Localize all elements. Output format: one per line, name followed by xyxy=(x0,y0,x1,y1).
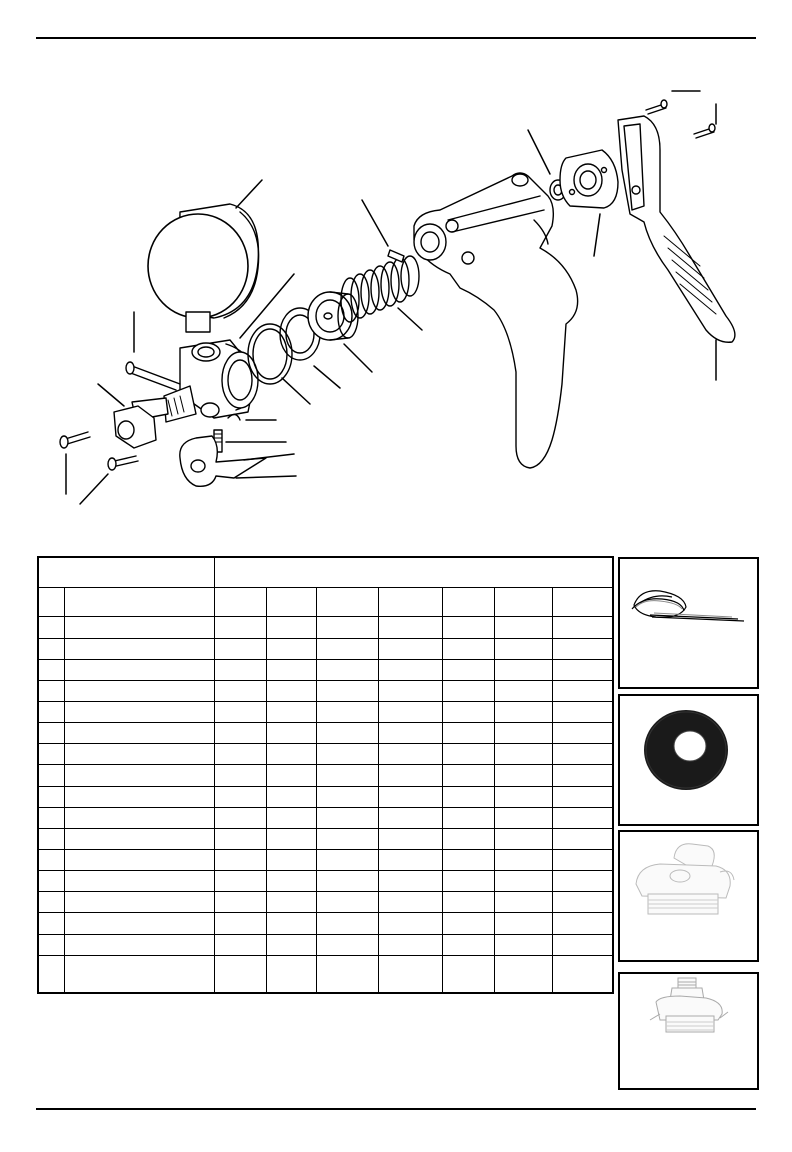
table-cell xyxy=(64,680,214,701)
table-cell xyxy=(494,701,552,722)
table-cell xyxy=(64,955,214,993)
table-cell xyxy=(38,638,64,659)
table-cell xyxy=(378,744,442,765)
table-cell xyxy=(442,892,494,913)
table-cell xyxy=(38,680,64,701)
table-cell xyxy=(494,849,552,870)
table-cell xyxy=(378,786,442,807)
table-cell xyxy=(494,723,552,744)
table-row xyxy=(38,680,613,701)
table-cell xyxy=(378,638,442,659)
table-cell xyxy=(64,659,214,680)
table-cell xyxy=(442,638,494,659)
table-row xyxy=(38,638,613,659)
end-cap-icon xyxy=(560,150,618,208)
table-cell xyxy=(316,934,378,955)
table-cell xyxy=(494,807,552,828)
table-cell xyxy=(442,786,494,807)
table-cell xyxy=(38,849,64,870)
table-cell xyxy=(38,807,64,828)
table-cell xyxy=(64,871,214,892)
table-row xyxy=(38,934,613,955)
table-cell xyxy=(214,638,266,659)
table-row xyxy=(38,828,613,849)
table-cell xyxy=(316,617,378,638)
lever-icon xyxy=(618,116,735,342)
pressure-gauge-icon xyxy=(148,204,259,332)
table-cell xyxy=(266,659,316,680)
table-row xyxy=(38,807,613,828)
table-cell xyxy=(266,765,316,786)
table-cell xyxy=(64,723,214,744)
table-cell xyxy=(266,617,316,638)
table-cell xyxy=(38,765,64,786)
table-cell xyxy=(214,744,266,765)
table-cell xyxy=(442,617,494,638)
table-cell xyxy=(442,849,494,870)
table-cell xyxy=(316,892,378,913)
table-row xyxy=(38,892,613,913)
exploded-parts-diagram xyxy=(0,40,792,560)
table-cell xyxy=(266,871,316,892)
table-cell xyxy=(64,807,214,828)
table-cell xyxy=(316,723,378,744)
table-cell xyxy=(38,955,64,993)
table-cell xyxy=(442,723,494,744)
table-cell xyxy=(38,659,64,680)
table-cell xyxy=(552,723,613,744)
rubber-washer-icon xyxy=(620,696,757,824)
table-cell xyxy=(64,588,214,617)
table-row xyxy=(38,701,613,722)
table-row xyxy=(38,744,613,765)
table-cell xyxy=(64,828,214,849)
table-cell xyxy=(552,744,613,765)
table-cell xyxy=(442,807,494,828)
table-row xyxy=(38,955,613,993)
table-cell xyxy=(494,617,552,638)
table-cell xyxy=(494,828,552,849)
table-cell xyxy=(214,617,266,638)
table-cell xyxy=(442,659,494,680)
table-cell xyxy=(38,934,64,955)
table-cell xyxy=(552,849,613,870)
tubing-icon xyxy=(620,559,757,687)
table-cell xyxy=(38,892,64,913)
table-cell xyxy=(378,807,442,828)
table-cell xyxy=(442,828,494,849)
table-cell xyxy=(214,701,266,722)
table-cell xyxy=(494,744,552,765)
table-cell xyxy=(316,765,378,786)
table-cell xyxy=(316,871,378,892)
table-cell xyxy=(442,955,494,993)
table-row xyxy=(38,617,613,638)
table-cell xyxy=(552,701,613,722)
table-cell xyxy=(64,786,214,807)
table-cell xyxy=(64,934,214,955)
table-cell xyxy=(38,701,64,722)
table-cell xyxy=(214,786,266,807)
table-cell xyxy=(214,765,266,786)
table-cell xyxy=(552,680,613,701)
table-cell xyxy=(442,934,494,955)
table-cell xyxy=(316,659,378,680)
table-cell xyxy=(552,913,613,934)
side-image-rubber-washer xyxy=(618,694,759,826)
table-cell xyxy=(266,807,316,828)
table-cell xyxy=(214,723,266,744)
table-cell xyxy=(214,849,266,870)
table-cell xyxy=(494,638,552,659)
table-cell xyxy=(214,955,266,993)
table-row xyxy=(38,723,613,744)
table-cell xyxy=(214,588,266,617)
table-cell xyxy=(552,934,613,955)
table-cell xyxy=(378,871,442,892)
table-cell xyxy=(378,680,442,701)
table-cell xyxy=(266,913,316,934)
table-row xyxy=(38,659,613,680)
side-image-fill-cap-adapter xyxy=(618,830,759,962)
table-cell xyxy=(266,638,316,659)
table-cell xyxy=(214,828,266,849)
table-cell xyxy=(552,659,613,680)
side-image-valve-cap xyxy=(618,972,759,1090)
table-cell xyxy=(316,638,378,659)
table-cell xyxy=(494,871,552,892)
valve-cap-icon xyxy=(620,974,757,1088)
table-cell xyxy=(494,786,552,807)
table-cell xyxy=(38,744,64,765)
bracket-icon xyxy=(180,436,266,486)
table-cell xyxy=(494,892,552,913)
table-cell xyxy=(266,680,316,701)
table-cell xyxy=(64,849,214,870)
table-subheader-row xyxy=(38,588,613,617)
table-cell xyxy=(266,934,316,955)
fill-cap-adapter-icon xyxy=(620,832,757,960)
table-cell xyxy=(38,913,64,934)
table-cell xyxy=(378,659,442,680)
table-cell xyxy=(266,723,316,744)
table-cell xyxy=(38,871,64,892)
table-header-models-cell xyxy=(214,557,613,588)
table-cell xyxy=(378,701,442,722)
table-cell xyxy=(494,680,552,701)
table-cell xyxy=(38,828,64,849)
table-cell xyxy=(266,744,316,765)
table-cell xyxy=(316,588,378,617)
table-cell xyxy=(442,765,494,786)
table-cell xyxy=(552,765,613,786)
table-cell xyxy=(316,955,378,993)
table-cell xyxy=(442,588,494,617)
table-cell xyxy=(442,744,494,765)
table-cell xyxy=(552,955,613,993)
table-header-row xyxy=(38,557,613,588)
table-row xyxy=(38,849,613,870)
table-cell xyxy=(316,744,378,765)
table-cell xyxy=(64,617,214,638)
table-cell xyxy=(214,680,266,701)
spring-icon xyxy=(341,256,419,322)
table-cell xyxy=(378,934,442,955)
table-cell xyxy=(378,955,442,993)
table-cell xyxy=(494,588,552,617)
table-cell xyxy=(266,849,316,870)
schrader-valve-icon xyxy=(214,414,240,452)
table-cell xyxy=(552,786,613,807)
table-cell xyxy=(214,913,266,934)
table-cell xyxy=(214,659,266,680)
side-image-tubing xyxy=(618,557,759,689)
table-cell xyxy=(266,892,316,913)
table-cell xyxy=(316,913,378,934)
table-cell xyxy=(64,892,214,913)
pump-body-icon xyxy=(414,173,578,468)
table-cell xyxy=(316,807,378,828)
table-cell xyxy=(552,828,613,849)
table-cell xyxy=(552,588,613,617)
table-cell xyxy=(378,588,442,617)
table-cell xyxy=(266,786,316,807)
table-cell xyxy=(64,765,214,786)
table-cell xyxy=(64,701,214,722)
table-cell xyxy=(38,588,64,617)
table-cell xyxy=(266,588,316,617)
table-cell xyxy=(38,786,64,807)
table-cell xyxy=(552,807,613,828)
table-header-part-cell xyxy=(38,557,214,588)
table-cell xyxy=(214,892,266,913)
table-cell xyxy=(316,849,378,870)
bottom-rule xyxy=(36,1108,756,1110)
table-cell xyxy=(316,828,378,849)
table-cell xyxy=(442,701,494,722)
table-cell xyxy=(316,701,378,722)
table-cell xyxy=(494,659,552,680)
table-cell xyxy=(266,828,316,849)
table-cell xyxy=(552,638,613,659)
top-rule xyxy=(36,37,756,39)
table-cell xyxy=(552,871,613,892)
table-cell xyxy=(442,680,494,701)
table-cell xyxy=(214,807,266,828)
table-cell xyxy=(378,913,442,934)
table-cell xyxy=(552,617,613,638)
table-cell xyxy=(266,701,316,722)
table-cell xyxy=(64,744,214,765)
table-cell xyxy=(494,765,552,786)
table-cell xyxy=(378,828,442,849)
table-cell xyxy=(214,934,266,955)
table-cell xyxy=(214,871,266,892)
table-row xyxy=(38,786,613,807)
table-cell xyxy=(378,617,442,638)
table-cell xyxy=(64,638,214,659)
table-cell xyxy=(552,892,613,913)
table-cell xyxy=(378,892,442,913)
table-cell xyxy=(38,723,64,744)
table-cell xyxy=(64,913,214,934)
table-cell xyxy=(494,913,552,934)
table-cell xyxy=(378,765,442,786)
table-cell xyxy=(316,680,378,701)
table-cell xyxy=(442,871,494,892)
table-cell xyxy=(266,955,316,993)
parts-table xyxy=(37,556,614,994)
table-cell xyxy=(378,723,442,744)
table-row xyxy=(38,765,613,786)
table-cell xyxy=(316,786,378,807)
table-cell xyxy=(442,913,494,934)
table-row xyxy=(38,871,613,892)
table-row xyxy=(38,913,613,934)
table-cell xyxy=(494,955,552,993)
table-cell xyxy=(38,617,64,638)
table-cell xyxy=(378,849,442,870)
table-cell xyxy=(494,934,552,955)
